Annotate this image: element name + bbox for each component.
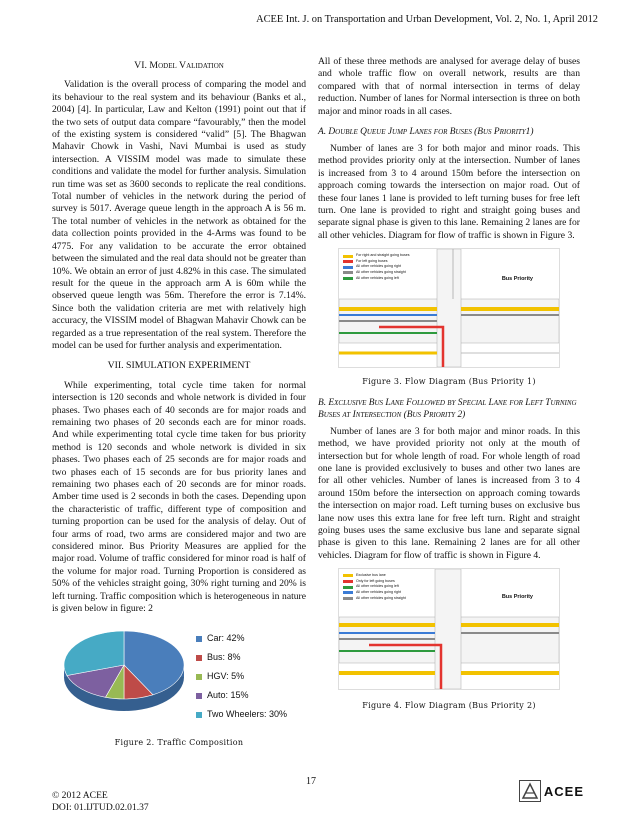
pie-legend-swatch bbox=[196, 636, 202, 642]
subsection-a-title bbox=[318, 126, 580, 138]
logo-text: ACEE bbox=[543, 783, 584, 799]
bus-priority-1-paragraph: Number of lanes are 3 for both major and minor roads. This method provides priority only at the intersection. Number of lanes is increased from 3 to 4 around 150m before the intersection on approach coming towards the intersection on major road. Out of these four lanes 1 lane is provided to left turning buses for free left turn. One lane is provided to right and straight going buses and separate signal phase is given to this lane. Remaining 2 lanes are for all other vehicles. Diagram for flow of traffic is shown in Figure 3. bbox=[318, 143, 580, 241]
doi: DOI: 01.IJTUD.02.01.37 bbox=[52, 801, 149, 813]
pie-legend-label: Car: 42% bbox=[207, 633, 245, 644]
left-column bbox=[52, 56, 306, 756]
figure-3-caption: Figure 3. Flow Diagram (Bus Priority 1) bbox=[362, 377, 536, 387]
legend-label: All other vehicles going left bbox=[356, 584, 399, 589]
legend-swatch bbox=[343, 260, 353, 263]
methods-paragraph: All of these three methods are analysed for average delay of buses and whole traffic flow on overall network, results are than compared with that of normal intersection in terms of delay reduction. Number of lanes for Normal intersection is three on both major and minor roads in all cases. bbox=[318, 56, 580, 117]
footer-info bbox=[52, 790, 149, 813]
subsection-b-title bbox=[318, 397, 580, 421]
right-column bbox=[318, 56, 580, 719]
legend-swatch bbox=[343, 255, 353, 258]
pie-legend-label: Bus: 8% bbox=[207, 652, 241, 663]
pie-legend-swatch bbox=[196, 693, 202, 699]
section-6-title bbox=[52, 60, 306, 72]
validation-paragraph: Validation is the overall process of comparing the model and its behaviour to the real system and its behaviour (Banks et al., 2004) [4]. In particular, Law and Kelton (1991) point out that if the two sets of output data compare “favourably,” then the model of the existing system is considered “valid” [5]. The Bhagwan Mahavir Chowk in Vashi, Navi Mumbai is used as study intersection. A VISSIM model was made to simulate these conditions and validate the model for further analysis. Simulation run time was set as 3600 seconds to replicate the real conditions. Total number of vehicles in the network during the period of survey is 5017. Average queue length in the approach A is 56 m. The total number of vehicles in the network as obtained for the data collection points provided in the 4-Arms was found to be 4775. For any validation to be accurate the error obtained between the simulated and the real data should not be greater than 10%. We obtain an error of just 4.82% in this case. The simulated result for the queue in the approach arm A is 60m while the observed queue length was 56m. Therefore the error is 7.14%. Since both the validation criteria are met with relatively high accuracy, the VISSIM model of Bhagwan Mahavir Chowk can be regarded as a true representation of the real system. Therefore the model can be used for further analysis and experimentation. bbox=[52, 79, 306, 351]
legend-label: All other vehicles going right bbox=[356, 264, 401, 269]
legend-swatch bbox=[343, 266, 353, 269]
pie-legend-swatch bbox=[196, 712, 202, 718]
pie-legend-item bbox=[196, 705, 287, 724]
bus-priority-2-paragraph: Number of lanes are 3 for both major and minor roads. In this method, we have provided priority not only at the mouth of intersection but for whole length of road. For whole length of road one lane is provided exclusively to buses and other two lanes are for all other vehicles. Number of lanes is increased from 3 to 4 around 150m before the intersection on approach coming towards the intersection on major road. Left turning buses on exclusive bus lane now uses this extra lane for free left turn. Right and straight going buses uses the same exclusive bus lane and separate signal phase is given to this lane. Remaining 2 lanes are for all other vehicles. Diagram for flow of traffic is shown in Figure 4. bbox=[318, 425, 580, 561]
pie-legend bbox=[196, 629, 287, 724]
acee-logo bbox=[519, 780, 584, 802]
pie-legend-swatch bbox=[196, 674, 202, 680]
pie-legend-item bbox=[196, 629, 287, 648]
legend-label: For right and straight going buses bbox=[356, 253, 410, 258]
fig3-legend-item bbox=[343, 276, 410, 282]
flow-diagram-2-label: Bus Priority bbox=[501, 594, 533, 601]
subsection-a-text: A. Double Queue Jump Lanes for Buses (Bus Priority1) bbox=[318, 127, 534, 138]
pie-legend-item bbox=[196, 648, 287, 667]
legend-swatch bbox=[343, 271, 353, 274]
pie-legend-swatch bbox=[196, 655, 202, 661]
pie-legend-label: Auto: 15% bbox=[207, 690, 249, 701]
legend-swatch bbox=[343, 586, 353, 589]
pie-legend-label: HGV: 5% bbox=[207, 671, 245, 682]
legend-swatch bbox=[343, 277, 353, 280]
pie-legend-label: Two Wheelers: 30% bbox=[207, 709, 288, 720]
figure-4-caption: Figure 4. Flow Diagram (Bus Priority 2) bbox=[362, 701, 536, 711]
legend-swatch bbox=[343, 580, 353, 583]
section-6-number: VI. bbox=[134, 60, 150, 71]
legend-label: All other vehicles going straight bbox=[356, 595, 406, 600]
legend-label: Only for left going buses bbox=[356, 578, 395, 583]
legend-label: All other vehicles going straight bbox=[356, 270, 406, 275]
copyright: © 2012 ACEE bbox=[52, 790, 108, 801]
legend-swatch bbox=[343, 574, 353, 577]
section-7-title: VII. SIMULATION EXPERIMENT bbox=[107, 360, 251, 372]
pie-legend-item bbox=[196, 686, 287, 705]
traffic-composition-chart bbox=[58, 621, 298, 731]
legend-label: Exclusive bus lane bbox=[356, 573, 386, 578]
legend-swatch bbox=[343, 591, 353, 594]
page-number: 17 bbox=[306, 776, 316, 787]
legend-swatch bbox=[343, 597, 353, 600]
figure-2-caption: Figure 2. Traffic Composition bbox=[114, 738, 244, 748]
pie-legend-item bbox=[196, 667, 287, 686]
legend-label: For left going buses bbox=[356, 258, 388, 263]
subsection-b-text: B. Exclusive Bus Lane Followed by Special Lane for Left Turning Buses at Intersection (Bus Priority 2) bbox=[318, 397, 577, 420]
flow-diagram-2-legend bbox=[343, 573, 406, 601]
simulation-paragraph: While experimenting, total cycle time taken for normal intersection is 120 seconds and whole network is divided in four phases. Two phases each of 40 seconds are for major roads and remaining two phases of 20 seconds each are for minor roads. And while experimenting total cycle time taken for bus priority method is 120 seconds and whole network is divided in six phases. Two phases each of 25 seconds are for major roads and two phases each of 15 seconds are for bus priority lanes and remaining two phases each of 20 seconds are for minor roads. Amber time used is 2 seconds in both the cases. Depending upon the characteristic of traffic, different type of composition and turning proportion can be used for the analysis of delay. Out of four arms of road, two arms are considered major and two are considered minor. Bus Priority Measures are applied for the major road. Volume of traffic considered for minor road is half of the volume for major road. Turning Proportion is considered as 50% of the vehicles straight going, 30% right turning and 20% is left turning. Traffic composition which is heterogeneous in nature is given below in figure: 2 bbox=[52, 379, 306, 615]
logo-mark-icon bbox=[519, 780, 541, 802]
section-6-name: Model Validation bbox=[149, 60, 224, 71]
flow-diagram-bus-priority-2 bbox=[338, 568, 560, 690]
running-header: ACEE Int. J. on Transportation and Urban Development, Vol. 2, No. 1, April 2012 bbox=[256, 14, 598, 25]
fig4-legend-item bbox=[343, 596, 406, 602]
legend-label: All other vehicles going right bbox=[356, 589, 401, 594]
flow-diagram-1-legend bbox=[343, 253, 410, 281]
legend-label: All other vehicles going left bbox=[356, 275, 399, 280]
pie-chart-svg bbox=[58, 621, 193, 721]
flow-diagram-bus-priority-1 bbox=[338, 248, 560, 368]
flow-diagram-1-label: Bus Priority bbox=[501, 276, 533, 283]
